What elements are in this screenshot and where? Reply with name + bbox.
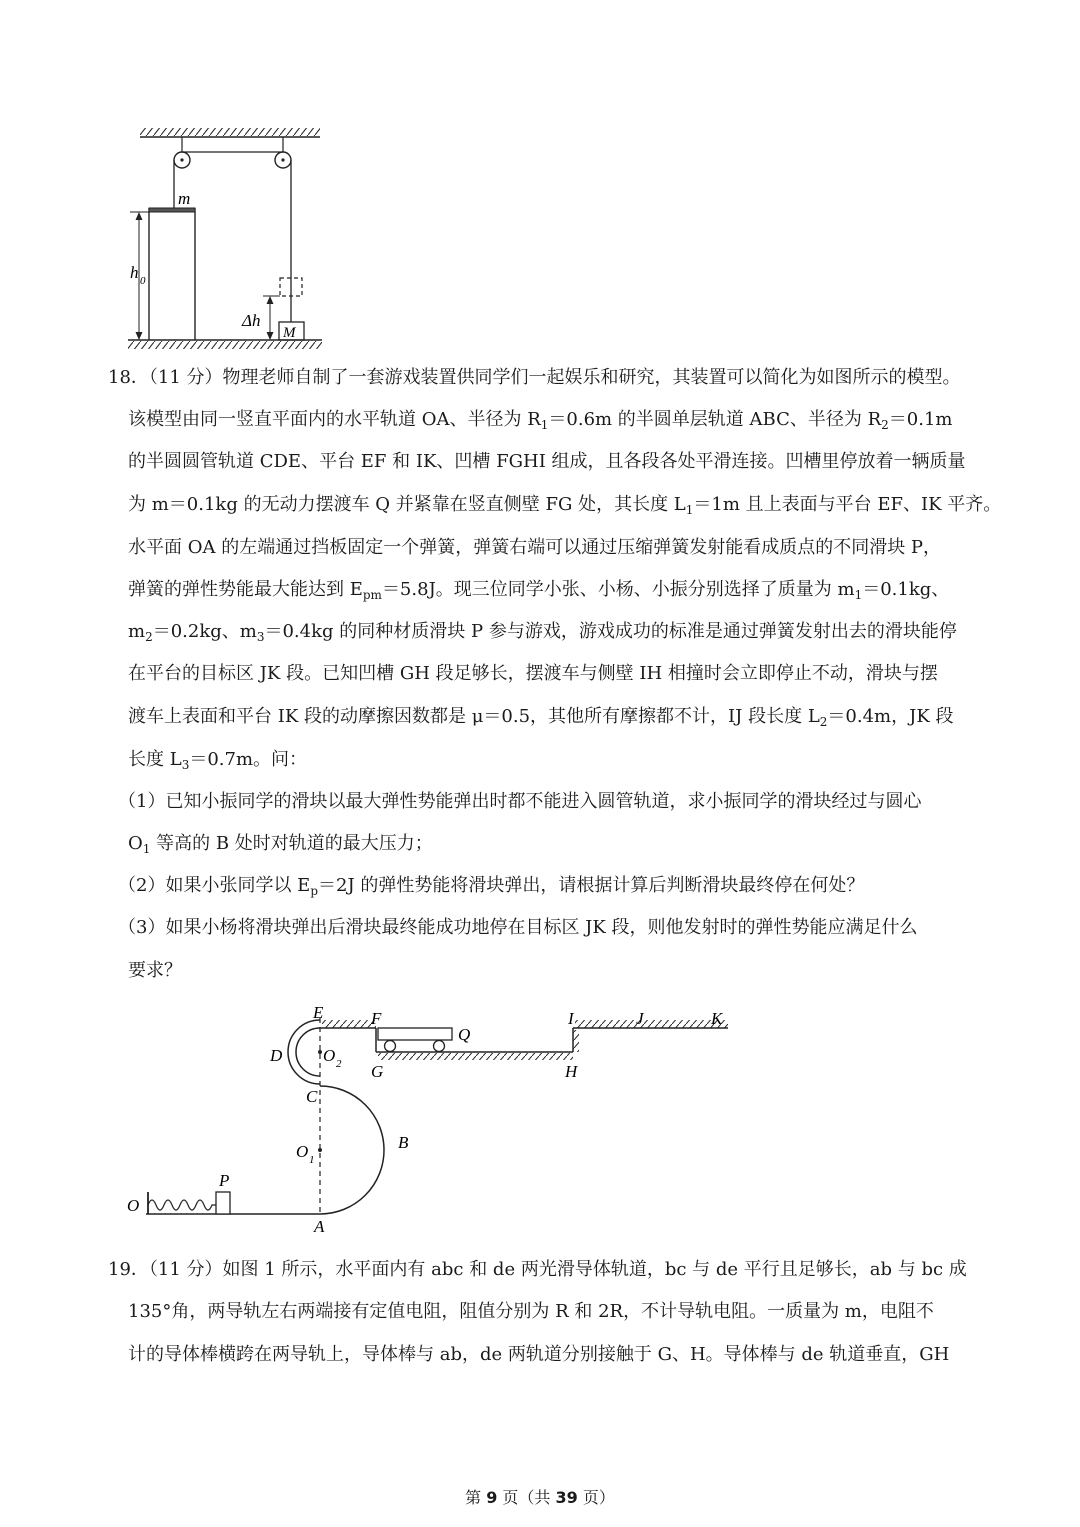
q18-part-1: （1）已知小振同学的滑块以最大弹性势能弹出时都不能进入圆管轨道，求小振同学的滑块经过与圆心	[118, 791, 922, 812]
q18-part-2: （2）如果小张同学以 $E_p=2J$ 的弹性势能将滑块弹出，请根据计算后判断滑块最终停在何处？	[118, 875, 865, 898]
q18-line-8: 在平台的目标区 JK 段。已知凹槽 GH 段足够长，摆渡车与侧壁 IH 相撞时会立即停止不动，滑块与摆	[128, 663, 938, 684]
q18-line-1: 18．（11 分）物理老师自制了一套游戏装置供同学们一起娱乐和研究，其装置可以简化为如图所示的模型。	[108, 367, 961, 388]
label-h0: h	[130, 263, 139, 282]
q18-line-6: 弹簧的弹性势能最大能达到 $E_{pm}=5.8J$。现三位同学小张、小杨、小振分别选择了质量为 $m_1=0.1kg$、	[128, 579, 950, 602]
q18-part-3-cont: 要求？	[128, 960, 182, 981]
label-O1-sub: 1	[309, 1154, 315, 1166]
q18-line-3: 的半圆圆管轨道 CDE、平台 EF 和 IK、凹槽 FGHI 组成，且各段各处平滑连接。凹槽里停放着一辆质量	[128, 451, 966, 472]
label-G: G	[371, 1062, 384, 1081]
cart-wheel-right	[434, 1041, 445, 1052]
label-I: I	[568, 1009, 574, 1028]
spring	[148, 1200, 216, 1210]
track-ABC	[320, 1086, 384, 1214]
label-m: m	[178, 189, 191, 208]
q18-part-3: （3）如果小杨将滑块弹出后滑块最终能成功地停在目标区 JK 段，则他发射时的弹性势能应满足什么	[118, 917, 918, 938]
label-M: M	[283, 325, 296, 341]
label-C: C	[306, 1087, 318, 1106]
label-H: H	[565, 1062, 578, 1081]
label-B: B	[398, 1133, 409, 1152]
cart-wheel-left	[385, 1041, 396, 1052]
label-Q: Q	[458, 1025, 471, 1044]
tube-outer	[288, 1020, 320, 1084]
q18-line-10: 长度 $L_3=0.7m$。问：	[128, 749, 308, 772]
label-E: E	[313, 1003, 324, 1022]
label-F: F	[371, 1009, 382, 1028]
q18-line-4: 为 m＝0.1kg 的无动力摆渡车 Q 并紧靠在竖直侧壁 FG 处，其长度 $L_1=1m$ 且上表面与平台 EF、IK 平齐。	[128, 494, 1002, 517]
q18-part-1-cont: $O_1$ 等高的 B 处时对轨道的最大压力；	[128, 833, 433, 856]
cart-Q	[378, 1028, 452, 1040]
label-dh: Δh	[242, 311, 261, 330]
q19-line-2: 135°角，两导轨左右两端接有定值电阻，阻值分别为 R 和 2R，不计导轨电阻。一质量为 m，电阻不	[128, 1301, 934, 1322]
label-h0-sub: 0	[140, 275, 146, 287]
label-O1: O	[296, 1142, 309, 1161]
label-P: P	[219, 1171, 230, 1190]
label-O: O	[127, 1196, 140, 1215]
q18-line-9: 渡车上表面和平台 IK 段的动摩擦因数都是 μ＝0.5，其他所有摩擦都不计，IJ 段长度 $L_2=0.4m$，JK 段	[128, 706, 954, 729]
q19-line-3: 计的导体棒横跨在两导轨上，导体棒与 ab，de 两轨道分别接触于 G、H。导体棒与 de 轨道垂直，GH	[128, 1344, 950, 1365]
q19-line-1: 19．（11 分）如图 1 所示，水平面内有 abc 和 de 两光滑导体轨道，bc 与 de 平行且足够长，ab 与 bc 成	[108, 1259, 967, 1280]
label-D: D	[270, 1046, 283, 1065]
page-footer: 第 9 页（共 39 页）	[465, 1488, 615, 1507]
label-J: J	[636, 1009, 644, 1028]
label-K: K	[711, 1009, 723, 1028]
page-total: 39	[555, 1488, 578, 1507]
page-number: 9	[486, 1488, 498, 1507]
block-P	[216, 1192, 230, 1214]
q18-line-2: 该模型由同一竖直平面内的水平轨道 OA、半径为 $R_1=0.6m$ 的半圆单层轨道 ABC、半径为 $R_2=0.1m$	[128, 409, 953, 432]
label-O2-sub: 2	[336, 1058, 342, 1070]
label-A: A	[314, 1217, 325, 1236]
label-O2: O	[323, 1046, 336, 1065]
q18-line-5: 水平面 OA 的左端通过挡板固定一个弹簧，弹簧右端可以通过压缩弹簧发射能看成质点的不同滑块 P，	[128, 537, 942, 558]
tube-inner	[296, 1028, 320, 1076]
q18-line-7: $m_2=0.2kg$、$m_3=0.4kg$ 的同种材质滑块 P 参与游戏，游戏成功的标准是通过弹簧发射出去的滑块能停	[128, 621, 957, 644]
